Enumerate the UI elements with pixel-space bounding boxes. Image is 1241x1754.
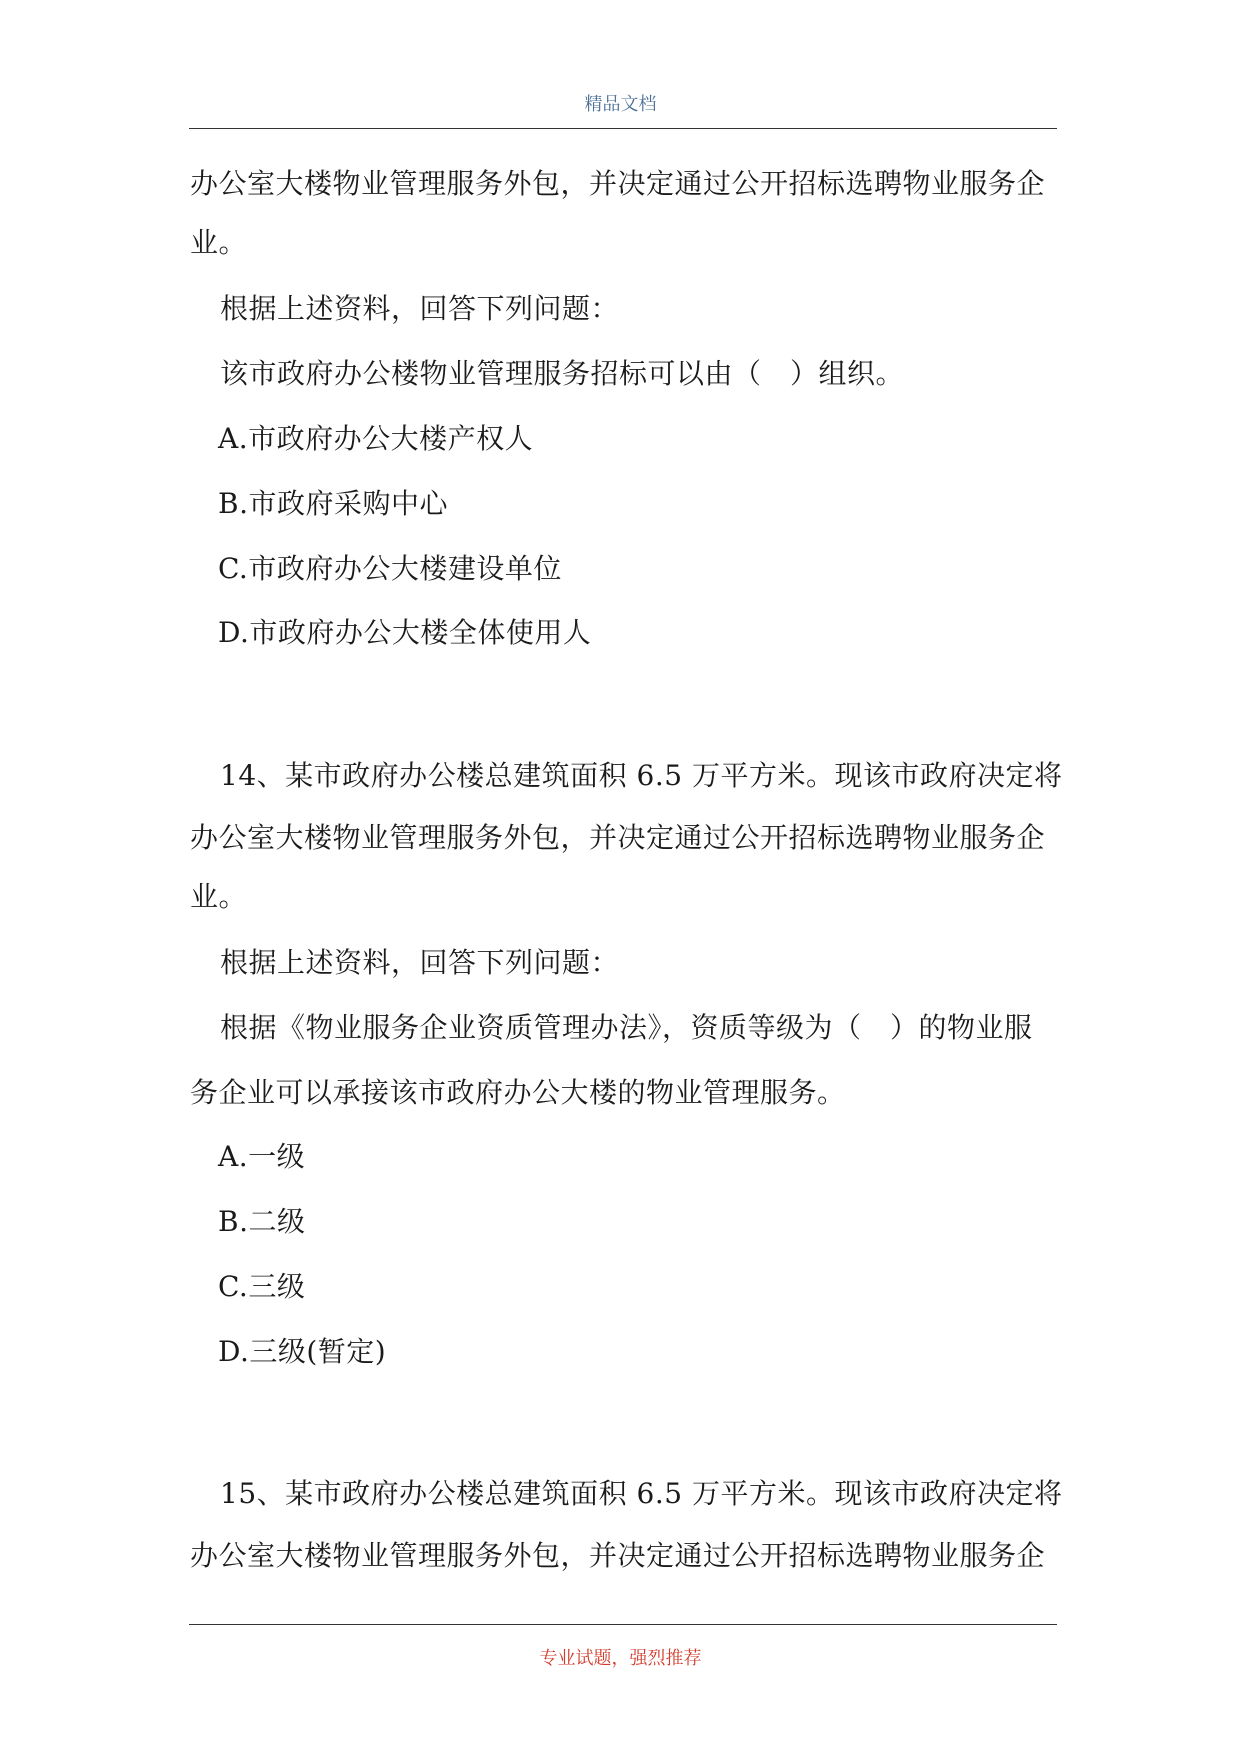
text-line: 业。 bbox=[190, 226, 248, 259]
text-line: 根据上述资料，回答下列问题： bbox=[220, 292, 620, 325]
footer-divider bbox=[189, 1624, 1057, 1625]
text-line: 办公室大楼物业管理服务外包，并决定通过公开招标选聘物业服务企 bbox=[190, 1539, 1046, 1572]
header-divider bbox=[189, 128, 1057, 129]
question-title-14: 14、某市政府办公楼总建筑面积 6.5 万平方米。现该市政府决定将 bbox=[220, 759, 1063, 792]
option-b: B.市政府采购中心 bbox=[218, 487, 448, 520]
option-c: C.三级 bbox=[218, 1270, 306, 1303]
option-d: D.三级(暂定) bbox=[218, 1335, 387, 1368]
question-stem-continued: 务企业可以承接该市政府办公大楼的物业管理服务。 bbox=[190, 1076, 846, 1109]
text-line: 根据上述资料，回答下列问题： bbox=[220, 946, 620, 979]
option-c: C.市政府办公大楼建设单位 bbox=[218, 552, 562, 585]
question-stem: 根据《物业服务企业资质管理办法》，资质等级为（ ）的物业服 bbox=[220, 1011, 1033, 1044]
question-title-15: 15、某市政府办公楼总建筑面积 6.5 万平方米。现该市政府决定将 bbox=[220, 1477, 1063, 1510]
page-footer-text: 专业试题，强烈推荐 bbox=[539, 1648, 702, 1669]
question-stem: 该市政府办公楼物业管理服务招标可以由（ ）组织。 bbox=[220, 357, 905, 390]
option-a: A.一级 bbox=[218, 1140, 306, 1173]
option-d: D.市政府办公大楼全体使用人 bbox=[218, 616, 592, 649]
option-a: A.市政府办公大楼产权人 bbox=[218, 422, 534, 455]
text-line: 办公室大楼物业管理服务外包，并决定通过公开招标选聘物业服务企 bbox=[190, 821, 1046, 854]
option-b: B.二级 bbox=[218, 1205, 306, 1238]
text-line: 业。 bbox=[190, 880, 248, 913]
page-header-title: 精品文档 bbox=[584, 94, 657, 115]
text-line: 办公室大楼物业管理服务外包，并决定通过公开招标选聘物业服务企 bbox=[190, 167, 1046, 200]
